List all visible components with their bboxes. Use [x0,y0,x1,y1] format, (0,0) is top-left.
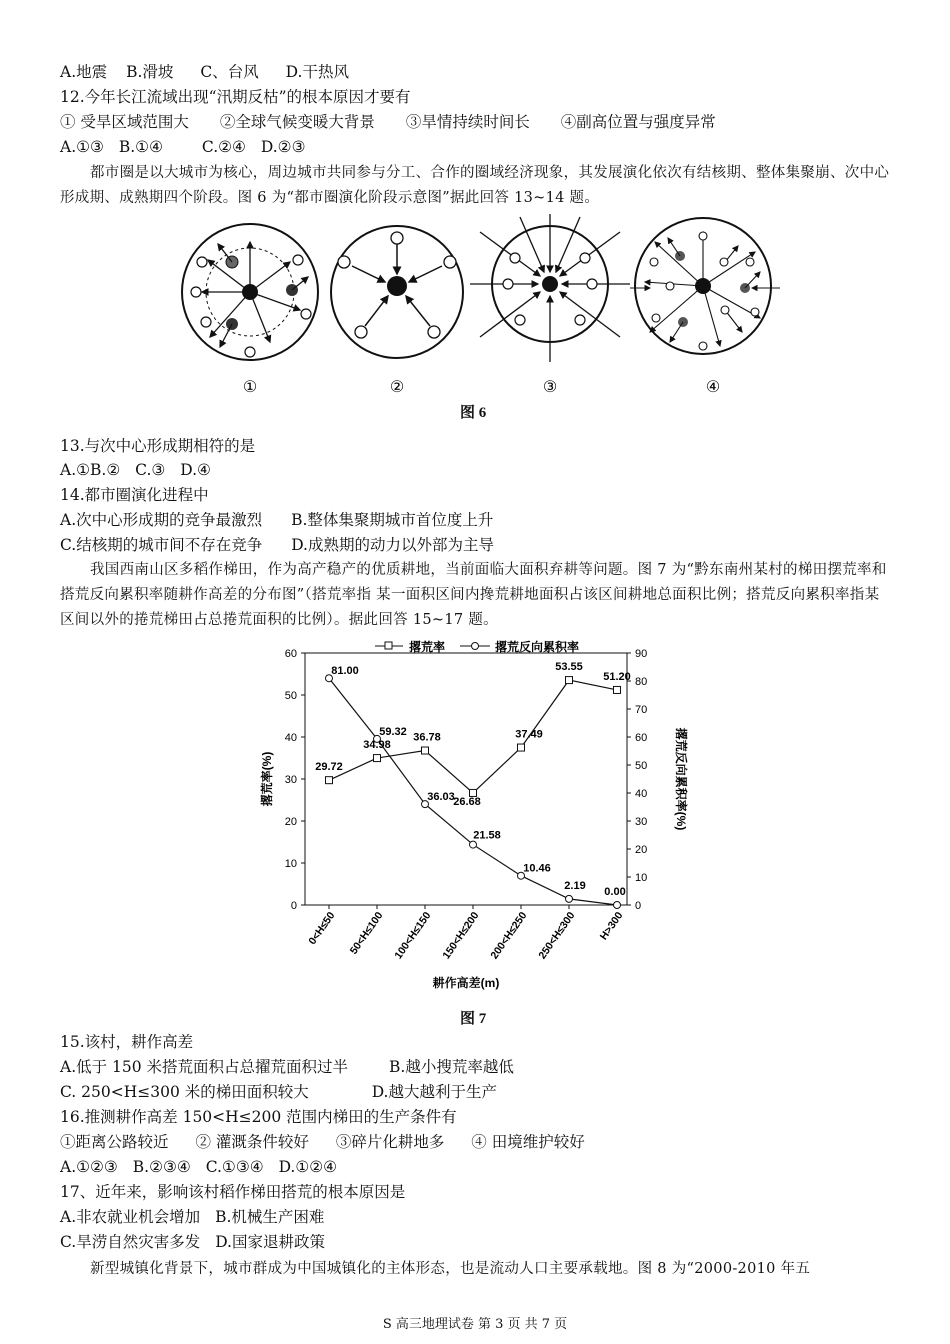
abandonment-rate-point [566,677,573,684]
left-axis-ticks [285,648,305,912]
q11-option-b: B.滑坡 [126,63,174,81]
right-tick-label: 10 [635,872,648,884]
abandonment-rate-data-label: 37.49 [515,728,543,741]
y-axis-left-label: 撂荒率(%) [260,751,274,807]
passage-urban-clusters: 新型城镇化背景下，城市群成为中国城镇化的主体形态，也是流动人口主要承载地。图 8 为“2000-2010 年五 [90,1261,811,1277]
left-tick-label: 60 [284,648,297,660]
q12-option-a: A.①③ [60,138,104,156]
series-line-abandonment-rate [329,680,617,793]
right-tick-label: 90 [635,648,648,660]
stage-1-diagram [182,224,318,360]
left-tick-label: 10 [284,858,297,870]
figure-7-caption: 图 7 [460,1011,487,1027]
series-markers [326,675,621,909]
q14-stem: 14.都市圈演化进程中 [60,486,209,504]
figure-6-caption: 图 6 [460,405,487,421]
passage-terraces: 我国西南山区多稻作梯田，作为高产稳产的优质耕地，当前面临大面积弃耕等问题。图 7 为“黔东南州某村的梯田摆荒率和搭荒反向累积率随耕作高差的分布图”（搭荒率指 某一面积区间内搀荒耕地面积占该区间耕地总面积比例；搭荒反向累积率指某区间以外的捲荒梯田占总捲荒面积的比例）。据此回答 15~17 题。 [60,562,887,628]
abandonment-rate-data-label: 51.20 [603,670,631,683]
x-tick-label: 100<H≤150 [392,909,434,962]
q16-item-2: ② 灌溉条件较好 [195,1133,309,1151]
stage-label-4: ④ [705,379,721,396]
abandonment-rate-data-label: 26.68 [453,795,481,808]
q16-options [60,1157,337,1177]
x-tick-label: H>300 [597,909,626,943]
q16-item-3: ③碎片化耕地多 [335,1133,445,1151]
q15-option-c: C. 250<H≤300 米的梯田面积较大 [60,1083,309,1101]
abandonment-rate-point [614,686,621,693]
q12-options [60,137,305,157]
x-tick-label: 200<H≤250 [488,909,530,962]
q11-options [60,62,349,82]
q16-item-1: ①距离公路较近 [60,1133,169,1151]
q12-option-b: B.①④ [118,138,163,156]
q14-option-a: A.次中心形成期的竞争最激烈 [60,511,263,529]
x-tick-label: 150<H≤200 [440,909,482,962]
reverse-cumulative-data-label: 59.32 [379,725,407,738]
data-labels [315,661,631,898]
right-tick-label: 40 [635,788,648,800]
q15-option-a: A.低于 150 米搭荒面积占总擢荒面积过半 [60,1058,349,1076]
q13-option-c: C.③ [135,461,166,479]
right-tick-label: 70 [635,704,648,716]
left-tick-label: 0 [290,900,297,912]
reverse-cumulative-data-label: 81.00 [331,665,359,678]
q12-items [60,112,716,132]
y-axis-right-label: 撂荒反向累积率(%) [674,727,688,831]
q12-item-1: ① 受旱区域范围大 [60,113,189,131]
figure-7-chart [255,635,688,1000]
x-axis-label: 耕作高差(m) [432,976,500,990]
abandonment-rate-point [326,777,333,784]
reverse-cumulative-point [566,895,573,902]
reverse-cumulative-data-label: 2.19 [564,879,586,892]
right-axis-ticks [627,648,647,912]
q17-option-b: B.机械生产困难 [215,1208,325,1226]
q16-stem: 16.推测耕作高差 150<H≤200 范围内梯田的生产条件有 [60,1108,457,1126]
q16-item-4: ④ 田境维护较好 [471,1133,585,1151]
q13-option-ab: A.①B.② [60,461,121,479]
abandonment-rate-point [422,747,429,754]
left-tick-label: 40 [284,732,297,744]
right-tick-label: 20 [635,844,648,856]
q16-option-d: D.①②④ [278,1158,338,1176]
right-tick-label: 50 [635,760,648,772]
reverse-cumulative-point [614,902,621,909]
x-tick-label: 0<H≤50 [306,909,338,948]
q11-option-a: A.地震 [60,63,108,81]
page-footer: S 高三地理试卷 第 3 页 共 7 页 [382,1317,568,1332]
stage-label-2: ② [389,379,405,396]
right-tick-label: 0 [635,900,642,912]
abandonment-rate-point [374,755,381,762]
abandonment-rate-data-label: 36.78 [413,731,441,744]
abandonment-rate-data-label: 53.55 [555,661,583,674]
figure-6-diagram [180,222,780,397]
left-tick-label: 30 [284,774,297,786]
q14-row-2 [60,535,494,555]
q14-option-c: C.结核期的城市间不存在竞争 [60,536,263,554]
passage-metro-circle: 都市圈是以大城市为核心，周边城市共同参与分工、合作的圈域经济现象，其发展演化依次有结核期、整体集聚崩、次中心形成期、成熟期四个阶段。图 6 为“都市圈演化阶段示意图”据此回答 13~14 题。 [60,165,890,206]
stage-4-diagram [630,218,780,354]
stage-label-3: ③ [542,379,558,396]
q16-option-a: A.①②③ [60,1158,118,1176]
q12-item-2: ②全球气候变暖大背景 [219,113,375,131]
q16-option-b: B.②③④ [132,1158,191,1176]
reverse-cumulative-data-label: 0.00 [604,886,626,898]
q13-stem: 13.与次中心形成期相符的是 [60,437,256,455]
right-tick-label: 60 [635,732,648,744]
q14-option-d: D.成熟期的动力以外部为主导 [291,536,494,554]
q17-stem: 17、近年来，影响该村稻作梯田搭荒的根本原因是 [60,1183,406,1201]
q11-option-c: C、台风 [200,63,259,81]
q13-option-d: D.④ [180,461,211,479]
q12-item-3: ③旱情持续时间长 [405,113,530,131]
q15-option-d: D.越大越利于生产 [371,1083,497,1101]
legend-label-abandonment-rate: 撂荒率 [409,640,446,654]
q12-option-c: C.②④ [201,138,246,156]
reverse-cumulative-data-label: 36.03 [427,791,455,804]
q13-options [60,460,211,480]
left-tick-label: 20 [284,816,297,828]
q17-option-d: D.国家退耕政策 [215,1233,325,1251]
q14-row-1 [60,510,493,530]
q15-row-1 [60,1057,514,1077]
q17-row-1 [60,1207,324,1227]
chart-legend [375,639,579,654]
right-tick-label: 30 [635,816,648,828]
x-tick-label: 50<H≤100 [347,909,386,957]
q17-option-c: C.旱涝自然灾害多发 [60,1233,201,1251]
q17-option-a: A.非农就业机会增加 [60,1208,201,1226]
right-tick-label: 80 [635,676,648,688]
reverse-cumulative-data-label: 21.58 [473,829,501,842]
q14-option-b: B.整体集聚期城市首位度上升 [291,511,494,529]
stage-2-diagram [331,226,463,358]
reverse-cumulative-data-label: 10.46 [523,862,551,875]
legend-label-reverse-cumulative: 撂荒反向累积率 [495,640,580,654]
q15-stem: 15.该村，耕作高差 [60,1033,194,1051]
q15-row-2 [60,1082,497,1102]
q16-items [60,1132,585,1152]
abandonment-rate-data-label: 29.72 [315,761,343,774]
q11-option-d: D.干热风 [285,63,349,81]
q12-item-4: ④副高位置与强度异常 [560,113,716,131]
q17-row-2 [60,1232,325,1252]
q15-option-b: B.越小搜荒率越低 [389,1058,514,1076]
reverse-cumulative-point [470,841,477,848]
abandonment-rate-point [518,744,525,751]
x-axis-ticks [306,905,625,961]
q16-option-c: C.①③④ [205,1158,264,1176]
q12-option-d: D.②③ [260,138,306,156]
left-tick-label: 50 [284,690,297,702]
plot-frame [305,653,627,905]
abandonment-rate-data-label: 34.98 [363,739,391,752]
q12-stem: 12.今年长江流域出现“汛期反枯”的根本原因才要有 [60,88,411,106]
stage-3-diagram [470,214,630,362]
x-tick-label: 250<H≤300 [536,909,578,962]
stage-label-1: ① [242,379,258,396]
